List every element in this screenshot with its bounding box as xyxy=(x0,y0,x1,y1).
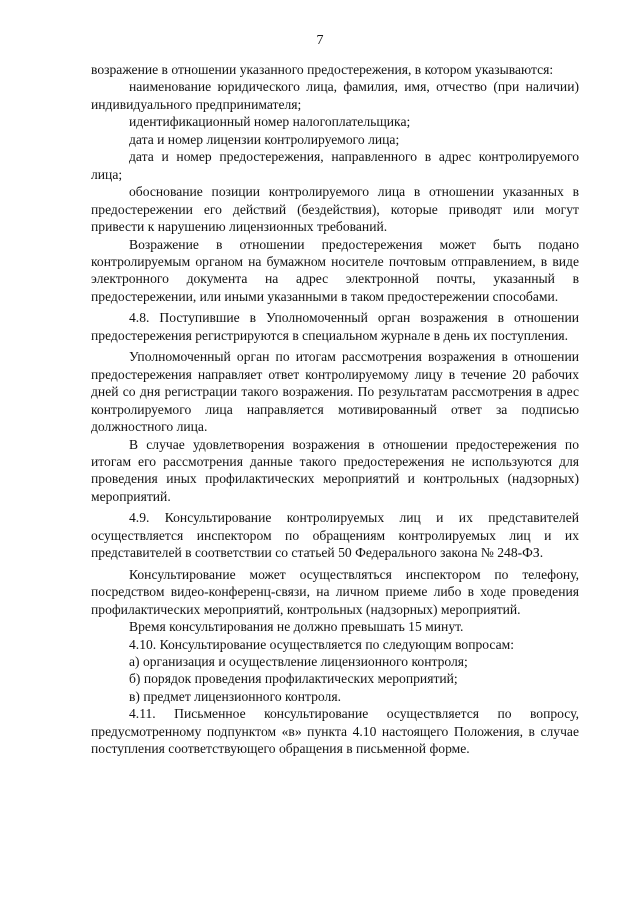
list-item-c: в) предмет лицензионного контроля. xyxy=(129,688,341,704)
paragraph-warning-date-number: дата и номер предостережения, направленного в адрес контролируемого лица; xyxy=(91,149,579,182)
paragraph-position-justification: обоснование позиции контролируемого лица в отношении указанных в предостережении его действий (бездействия), которые приводят или могут привести к нарушению лицензионных требований. xyxy=(91,184,579,235)
document-body xyxy=(91,61,579,758)
paragraph-objection-satisfied: В случае удовлетворения возражения в отношении предостережения по итогам его рассмотрения данные такого предостережения не используются для проведения иных профилактических мероприятий и контрольных (надзорных) мероприятий. xyxy=(91,436,579,504)
paragraph-authority-response: Уполномоченный орган по итогам рассмотрения возражения в отношении предостережения направляет ответ контролируемому лицу в течение 20 рабочих дней со дня регистрации такого возражения. По результатам рассмотрения в адрес контролируемого лица направляется мотивированный ответ за подписью должностного лица. xyxy=(91,349,579,435)
paragraph-legal-entity-name: наименование юридического лица, фамилия, имя, отчество (при наличии) индивидуального предпринимателя; xyxy=(91,79,579,112)
paragraph-section-4-8: 4.8. Поступившие в Уполномоченный орган возражения в отношении предостережения регистрируются в специальном журнале в день их поступления. xyxy=(91,310,579,343)
list-item-b: б) порядок проведения профилактических мероприятий; xyxy=(129,671,458,687)
paragraph-section-4-9: 4.9. Консультирование контролируемых лиц и их представителей осуществляется инспектором по обращениям контролируемых лиц и их представителей в соответствии со статьей 50 Федерального закона № 248-ФЗ. xyxy=(91,510,579,561)
paragraph-license-date-number: дата и номер лицензии контролируемого лица; xyxy=(129,131,400,147)
paragraph-objection-intro: возражение в отношении указанного предостережения, в котором указываются: xyxy=(91,62,554,77)
paragraph-objection-submission: Возражение в отношении предостережения может быть подано контролируемым органом на бумажном носителе почтовым отправлением, в виде электронного документа на адрес электронной почты, указанный в предостережении, или иными указанными в таком предостережении способами. xyxy=(91,236,579,304)
paragraph-consultation-time: Время консультирования не должно превышать 15 минут. xyxy=(129,619,464,635)
paragraph-taxpayer-id: идентификационный номер налогоплательщика; xyxy=(129,114,411,130)
paragraph-consultation-methods: Консультирование может осуществляться инспектором по телефону, посредством видео-конференц-связи, на личном приеме либо в ходе проведения профилактических мероприятий, контрольных (надзорных) мероприятий. xyxy=(91,566,579,617)
list-item-a: а) организация и осуществление лицензионного контроля; xyxy=(129,653,468,669)
paragraph-section-4-11: 4.11. Письменное консультирование осуществляется по вопросу, предусмотренному подпунктом «в» пункта 4.10 настоящего Положения, в случае поступления соответствующего обращения в письменной форме. xyxy=(91,706,579,757)
page-number: 7 xyxy=(316,33,324,48)
paragraph-section-4-10: 4.10. Консультирование осуществляется по следующим вопросам: xyxy=(129,636,515,652)
